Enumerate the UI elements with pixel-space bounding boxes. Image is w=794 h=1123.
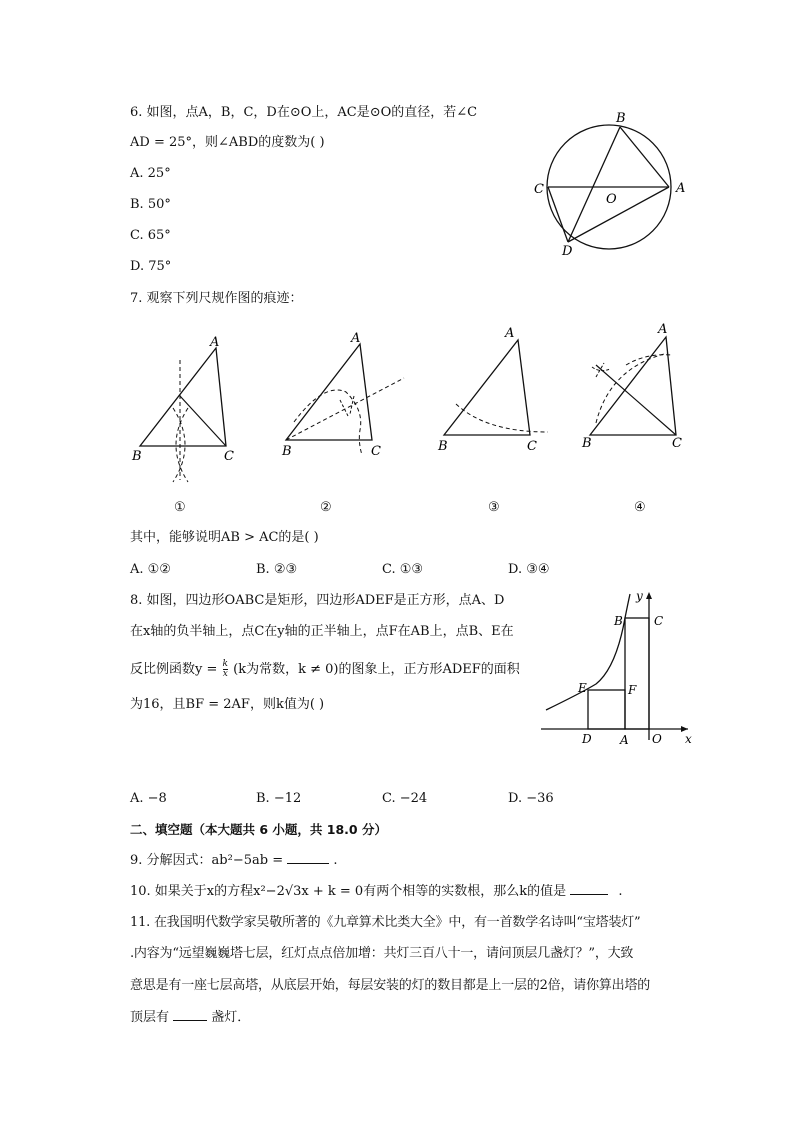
q7-fig4-label-c: C — [672, 436, 682, 451]
q7-option-a: A. ①② — [130, 562, 171, 577]
q6-option-c: C. 65° — [130, 228, 171, 243]
q7-fig1-label-b: B — [132, 449, 142, 464]
q7-fig4-label-b: B — [582, 436, 592, 451]
q8-option-b: B. −12 — [256, 791, 302, 806]
q8-label-d: D — [582, 732, 592, 746]
q9-tail: . — [333, 853, 338, 868]
q8-frac-numerator: k — [222, 659, 228, 669]
q6-label-c: C — [534, 182, 544, 197]
q6-label-b: B — [616, 111, 626, 126]
q7-question: 其中，能够说明AB > AC的是( ) — [130, 530, 319, 545]
q7-figure-4 — [576, 315, 701, 495]
q6-circle-figure — [530, 105, 700, 260]
q9-answer-blank[interactable] — [287, 863, 329, 864]
q7-fig4-label-a: A — [658, 322, 668, 337]
q7-figure-2 — [276, 330, 411, 495]
q7-stem: 7. 观察下列尺规作图的痕迹： — [130, 291, 303, 306]
q8-stem-line4: 为16，且BF = 2AF，则k值为( ) — [130, 697, 325, 712]
q10-answer-blank[interactable] — [570, 894, 608, 895]
q6-option-a: A. 25° — [130, 166, 171, 181]
q8-label-o: O — [652, 732, 662, 746]
q8-label-c: C — [654, 614, 664, 628]
q8-label-b: B — [614, 614, 623, 628]
q7-fig2-label-a: A — [351, 331, 361, 346]
q9-stem — [130, 852, 338, 870]
q6-label-a: A — [676, 181, 686, 196]
q8-line3-prefix: 反比例函数y = — [130, 662, 218, 677]
q11-line4-suffix: 盏灯． — [211, 1010, 251, 1025]
q8-stem-line1: 8. 如图，四边形OABC是矩形，四边形ADEF是正方形，点A、D — [130, 593, 505, 608]
q11-answer-blank[interactable] — [173, 1020, 207, 1021]
q7-fig3-label-c: C — [527, 439, 537, 454]
q8-label-x: x — [685, 732, 692, 746]
q10-tail: . — [618, 884, 623, 899]
q8-coordinate-figure — [536, 588, 701, 748]
q11-stem-line2: .内容为“远望巍巍塔七层，红灯点点倍加增：共灯三百八十一，请问顶层几盏灯？”，大致 — [130, 946, 634, 961]
q8-line3-suffix: (k为常数，k ≠ 0)的图象上，正方形ADEF的面积 — [233, 662, 520, 677]
q7-caption-2: ② — [320, 500, 332, 515]
q6-label-o: O — [606, 192, 617, 207]
q9-text: 9. 分解因式：ab²−5ab = — [130, 853, 284, 868]
q6-option-b: B. 50° — [130, 197, 171, 212]
q11-stem-line4 — [130, 1009, 250, 1027]
q7-fig2-label-b: B — [282, 444, 292, 459]
q7-figure-3 — [432, 320, 557, 495]
q7-caption-3: ③ — [488, 500, 500, 515]
q8-stem-line2: 在x轴的负半轴上，点C在y轴的正半轴上，点F在AB上，点B、E在 — [130, 624, 514, 639]
q7-caption-4: ④ — [634, 500, 646, 515]
q8-label-f: F — [628, 683, 637, 697]
q8-label-y: y — [636, 589, 643, 603]
q6-stem-line1: 6. 如图，点A，B，C，D在⊙O上，AC是⊙O的直径，若∠C — [130, 105, 478, 120]
q7-option-c: C. ①③ — [382, 562, 424, 577]
q7-fig1-label-c: C — [224, 449, 234, 464]
section-2-title: 二、填空题（本大题共 6 小题，共 18.0 分） — [130, 822, 387, 837]
q7-fig1-label-a: A — [210, 335, 220, 350]
q11-stem-line3: 意思是有一座七层高塔，从底层开始，每层安装的灯的数目都是上一层的2倍，请你算出塔的 — [130, 978, 651, 993]
q7-figure-1 — [128, 330, 243, 495]
q8-option-d: D. −36 — [508, 791, 554, 806]
q7-fig2-label-c: C — [371, 444, 381, 459]
q8-label-a: A — [620, 733, 629, 747]
q7-option-d: D. ③④ — [508, 562, 550, 577]
q7-option-b: B. ②③ — [256, 562, 298, 577]
q7-fig3-label-a: A — [505, 326, 515, 341]
q7-caption-1: ① — [174, 500, 186, 515]
q8-fraction — [223, 660, 228, 679]
q11-line4-prefix: 顶层有 — [130, 1010, 170, 1025]
q6-label-d: D — [562, 244, 573, 259]
q8-label-e: E — [578, 681, 587, 695]
q11-stem-line1: 11. 在我国明代数学家吴敬所著的《九章算术比类大全》中，有一首数学名诗叫“宝塔装灯” — [130, 915, 641, 930]
q10-text: 10. 如果关于x的方程x²−2√3x + k = 0有两个相等的实数根，那么k的值是 — [130, 884, 567, 899]
q6-option-d: D. 75° — [130, 259, 172, 274]
q6-stem-line2: AD = 25°，则∠ABD的度数为( ) — [130, 135, 325, 150]
q8-frac-denominator: x — [222, 669, 228, 679]
q7-fig3-label-b: B — [438, 439, 448, 454]
q10-stem — [130, 883, 623, 901]
q8-stem-line3 — [130, 660, 520, 679]
q8-option-a: A. −8 — [130, 791, 167, 806]
q8-option-c: C. −24 — [382, 791, 428, 806]
